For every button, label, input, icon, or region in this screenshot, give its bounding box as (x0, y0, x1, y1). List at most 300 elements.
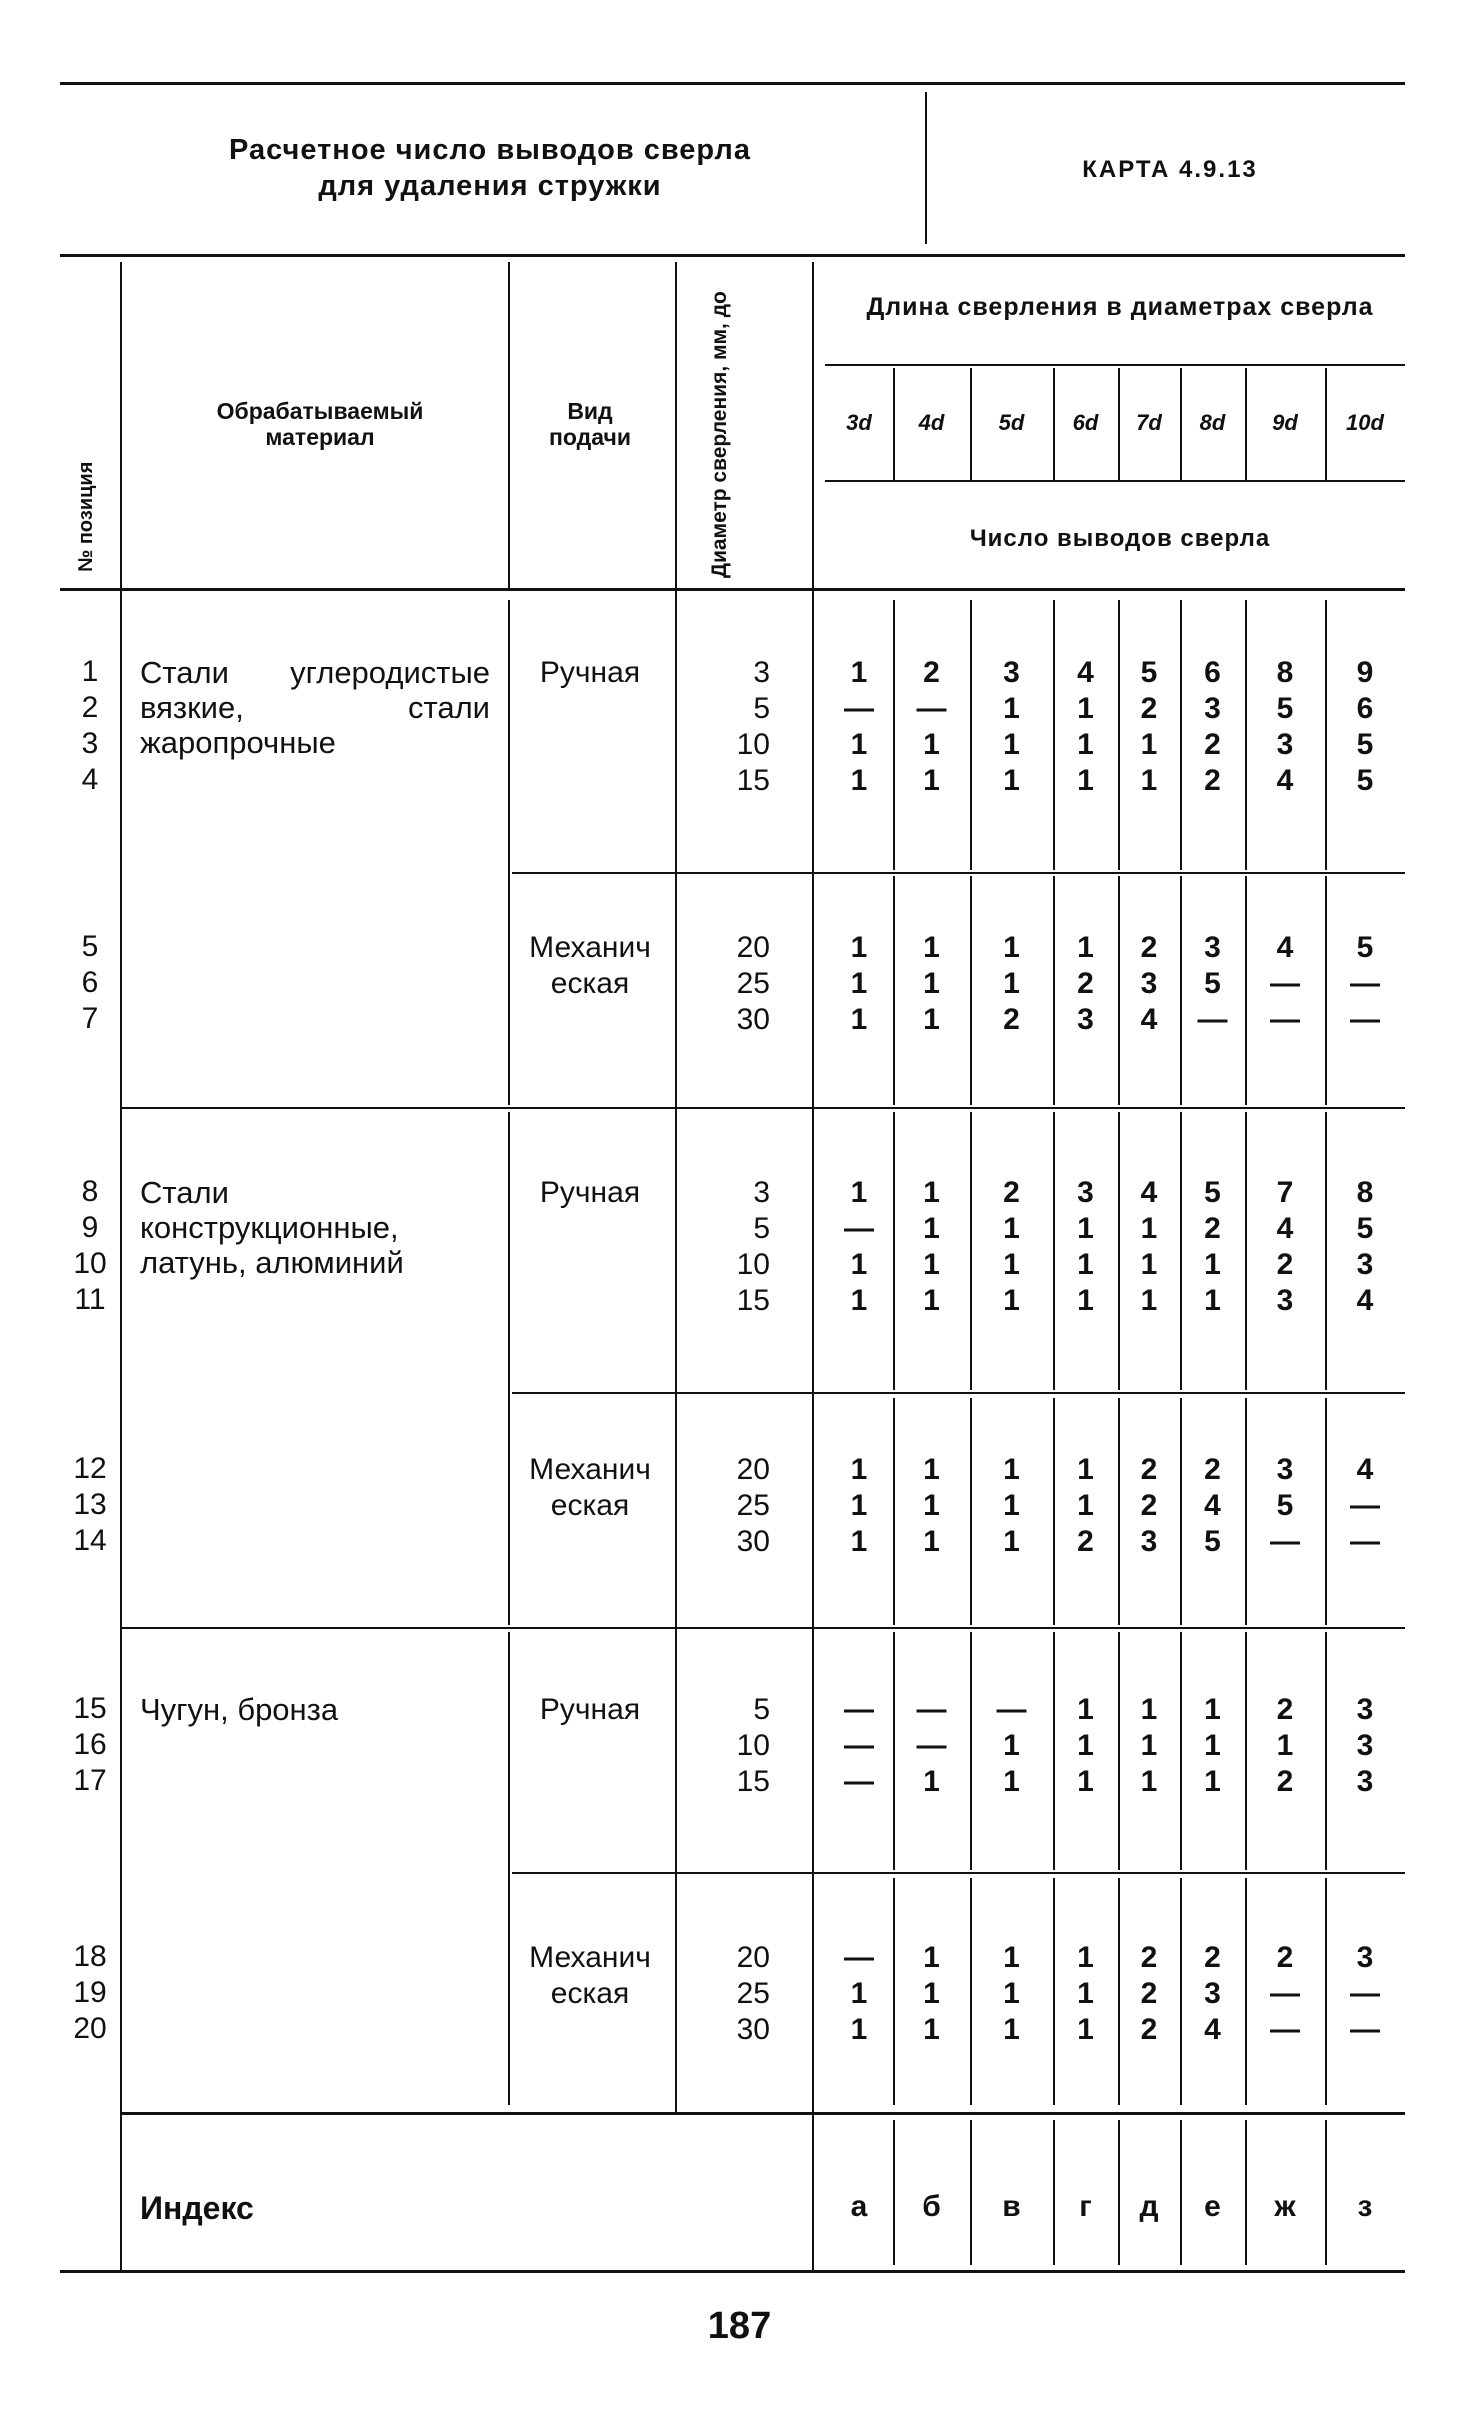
drill-count-value: 2 (1140, 1489, 1158, 1522)
diameter-value: 3 (753, 656, 770, 689)
drill-count-value: 2 (1140, 692, 1158, 725)
position-number: 12 (73, 1452, 107, 1485)
position-number: 11 (74, 1283, 106, 1316)
drill-count-value: — (1350, 967, 1380, 1000)
drill-count-value: — (844, 692, 874, 725)
diameter-value: 20 (736, 1453, 770, 1486)
position-number: 3 (81, 727, 99, 760)
drill-count-value: 1 (1077, 1765, 1094, 1798)
drill-count-value: 1 (1003, 1525, 1020, 1558)
drill-count-value: 1 (1077, 1453, 1094, 1486)
drill-count-value: 1 (1204, 1729, 1221, 1762)
position-number: 7 (81, 1002, 99, 1035)
value-col-separator (1245, 600, 1247, 870)
drill-count-value: 2 (1077, 1525, 1094, 1558)
length-col-separator (1325, 368, 1327, 480)
position-column-rule (120, 262, 122, 2272)
drill-count-value: 1 (923, 1941, 940, 1974)
feed-type-cell: Механическая (529, 1941, 651, 2010)
drill-count-value: 2 (1140, 1453, 1158, 1486)
value-col-separator (1118, 1878, 1120, 2105)
diameter-value: 25 (736, 1977, 770, 2010)
drill-count-value: 2 (923, 656, 940, 689)
drill-count-value: — (1350, 1977, 1380, 2010)
drill-count-value: 1 (850, 1176, 868, 1209)
drill-count-value: — (844, 1212, 874, 1245)
position-number: 16 (73, 1728, 107, 1761)
drill-count-value: 1 (923, 1176, 940, 1209)
drill-count-value: 4 (1276, 931, 1294, 964)
drill-count-value: 3 (1204, 692, 1221, 725)
diameter-value: 20 (736, 931, 770, 964)
drill-count-value: 1 (1204, 1765, 1221, 1798)
length-col-header: 9d (1272, 410, 1298, 435)
drill-count-value: 1 (923, 1453, 940, 1486)
drill-count-value: 5 (1204, 1176, 1221, 1209)
drill-count-value: 1 (1077, 728, 1094, 761)
drill-count-value: 1 (1077, 1977, 1094, 2010)
index-value: г (1079, 2190, 1092, 2223)
position-number: 19 (73, 1976, 107, 2009)
subgroup-rule (512, 1872, 1405, 1874)
drill-count-value: 2 (1003, 1003, 1020, 1036)
drill-count-value: 1 (1003, 967, 1020, 1000)
drill-count-value: 1 (1140, 1765, 1158, 1798)
drill-count-value: 4 (1140, 1176, 1158, 1209)
drill-count-value: — (1350, 1525, 1380, 1558)
title-divider (925, 92, 927, 244)
drill-count-value: 2 (1077, 967, 1094, 1000)
drill-count-value: — (1270, 967, 1300, 1000)
diameter-value: 15 (736, 1765, 770, 1798)
drill-count-value: 3 (1276, 728, 1294, 761)
drill-count-value: 3 (1356, 1729, 1374, 1762)
diameter-value: 5 (753, 692, 770, 725)
drill-count-value: 3 (1003, 656, 1020, 689)
drill-count-value: 2 (1140, 1941, 1158, 1974)
drill-count-value: — (1350, 1489, 1380, 1522)
value-col-separator (1180, 1112, 1182, 1390)
drill-count-value: — (844, 1765, 874, 1798)
index-value: е (1204, 2190, 1221, 2223)
drill-count-value: 1 (1077, 1941, 1094, 1974)
drill-count-value: 1 (850, 931, 868, 964)
drill-count-value: 1 (923, 1525, 940, 1558)
index-col-separator (1180, 2120, 1182, 2265)
position-number: 17 (73, 1764, 107, 1797)
drill-count-value: 5 (1204, 1525, 1221, 1558)
feed-type-cell: Ручная (539, 656, 641, 689)
drill-count-value: 4 (1276, 1212, 1294, 1245)
length-col-separator (1180, 368, 1182, 480)
drill-count-value: 1 (1077, 1284, 1094, 1317)
bottom-rule (60, 2270, 1405, 2273)
value-col-separator (970, 1878, 972, 2105)
drill-count-value: 5 (1276, 1489, 1294, 1522)
value-col-separator (970, 1398, 972, 1625)
drill-count-value: 1 (1140, 1284, 1158, 1317)
drill-count-value: 1 (1077, 692, 1094, 725)
drill-count-value: — (844, 1693, 874, 1726)
material-cell: Стали конструкционные, латунь, алюминий (140, 1175, 404, 1280)
diameter-value: 5 (753, 1212, 770, 1245)
drill-count-value: — (916, 1693, 947, 1726)
position-number: 14 (73, 1524, 107, 1557)
drill-count-value: 3 (1356, 1765, 1374, 1798)
drill-count-value: 3 (1356, 1248, 1374, 1281)
feed-type-cell: Механическая (529, 931, 651, 1000)
drill-count-value: 1 (923, 1489, 940, 1522)
diameter-value: 25 (736, 1489, 770, 1522)
position-number: 4 (81, 763, 99, 796)
drill-count-value: — (1270, 1525, 1300, 1558)
drill-count-value: 1 (1140, 1729, 1158, 1762)
drill-count-value: 1 (850, 967, 868, 1000)
value-col-separator (1053, 1632, 1055, 1870)
drill-count-value: 1 (1003, 692, 1020, 725)
value-col-separator (1245, 1398, 1247, 1625)
value-col-separator (1118, 1632, 1120, 1870)
drill-count-value: 1 (850, 1284, 868, 1317)
length-col-separator (970, 368, 972, 480)
drill-count-value: 1 (1276, 1729, 1294, 1762)
length-col-separator (893, 368, 895, 480)
drill-count-value: 1 (850, 1977, 868, 2010)
drill-count-value: 2 (1204, 1212, 1221, 1245)
index-col-separator (970, 2120, 972, 2265)
position-number: 15 (73, 1692, 107, 1725)
value-col-separator (1118, 1112, 1120, 1390)
drill-count-value: 1 (923, 1284, 940, 1317)
drill-count-value: 1 (923, 1212, 940, 1245)
drill-count-value: 1 (1003, 931, 1020, 964)
card-number: КАРТА 4.9.13 (1082, 156, 1258, 183)
drill-count-value: 2 (1140, 931, 1158, 964)
index-label: Индекс (140, 2190, 254, 2226)
value-col-separator (970, 600, 972, 870)
drill-count-value: 2 (1204, 1941, 1221, 1974)
value-col-separator (893, 1632, 895, 1870)
index-col-separator (1325, 2120, 1327, 2265)
index-col-separator (1118, 2120, 1120, 2265)
drill-count-value: — (1270, 1003, 1300, 1036)
drill-count-value: 3 (1356, 1941, 1374, 1974)
value-col-separator (1325, 1398, 1327, 1625)
drill-count-value: 5 (1276, 692, 1294, 725)
value-col-separator (1325, 1632, 1327, 1870)
value-col-separator (1118, 1398, 1120, 1625)
drill-count-value: 5 (1356, 764, 1374, 797)
drill-count-value: 4 (1276, 764, 1294, 797)
feed-type-cell: Ручная (539, 1176, 641, 1209)
value-col-separator (1053, 1112, 1055, 1390)
drill-count-value: 5 (1356, 931, 1374, 964)
drill-count-value: 1 (1140, 1693, 1158, 1726)
drill-count-value: 1 (923, 728, 940, 761)
position-header: № позиция (75, 461, 97, 572)
material-cell: Стали углеродистые вязкие, стали жаропрочные (140, 655, 490, 760)
drill-count-value: 1 (1140, 1212, 1158, 1245)
drill-count-value: 2 (1204, 728, 1221, 761)
drill-count-value: — (996, 1693, 1027, 1726)
drill-count-value: 4 (1356, 1284, 1374, 1317)
drill-count-value: 1 (850, 656, 868, 689)
value-col-separator (1180, 1398, 1182, 1625)
diameter-value: 15 (736, 1284, 770, 1317)
drill-count-value: 1 (1077, 764, 1094, 797)
value-col-separator (893, 1878, 895, 2105)
drill-count-value: 1 (1204, 1284, 1221, 1317)
drill-count-value: — (1197, 1003, 1228, 1036)
drill-count-value: 1 (1003, 1284, 1020, 1317)
count-label: Число выводов сверла (969, 525, 1271, 552)
length-col-header: 8d (1199, 410, 1226, 435)
diameter-value: 30 (736, 1525, 770, 1558)
drill-count-value: 1 (850, 1525, 868, 1558)
diameter-value: 10 (736, 1729, 770, 1762)
title-line-1: Расчетное число выводов сверла (229, 134, 751, 166)
drill-count-value: 1 (1003, 728, 1020, 761)
index-value: ж (1274, 2190, 1296, 2223)
value-col-separator (893, 600, 895, 870)
index-value: а (850, 2190, 868, 2223)
value-col-separator (893, 876, 895, 1105)
drill-count-value: 2 (1140, 1977, 1158, 2010)
value-col-separator (1180, 876, 1182, 1105)
drill-count-value: 2 (1204, 1453, 1221, 1486)
drill-count-value: 1 (1003, 1489, 1020, 1522)
drill-count-value: 3 (1204, 931, 1221, 964)
length-col-separator (1118, 368, 1120, 480)
drill-count-value: 3 (1140, 1525, 1158, 1558)
drill-count-value: 1 (1204, 1693, 1221, 1726)
index-col-separator (1245, 2120, 1247, 2265)
diameter-value: 3 (753, 1176, 770, 1209)
position-number: 6 (81, 966, 99, 999)
position-number: 20 (73, 2012, 107, 2045)
value-col-separator (1325, 1878, 1327, 2105)
diameter-column-rule (812, 262, 814, 2272)
value-col-separator (1053, 1878, 1055, 2105)
position-number: 13 (73, 1488, 107, 1521)
value-col-separator (1325, 600, 1327, 870)
diameter-value: 10 (736, 728, 770, 761)
subgroup-rule (512, 1392, 1405, 1394)
drill-count-value: 2 (1204, 764, 1221, 797)
feed-column-rule (675, 262, 677, 2112)
value-col-separator (970, 1112, 972, 1390)
drill-count-value: 2 (1140, 2013, 1158, 2046)
drill-count-value: — (844, 1941, 874, 1974)
drill-count-value: 1 (850, 2013, 868, 2046)
value-col-separator (1053, 876, 1055, 1105)
length-col-header: 5d (998, 410, 1025, 435)
drill-count-value: 1 (1077, 1489, 1094, 1522)
drill-count-value: 1 (1077, 1248, 1094, 1281)
position-number: 8 (81, 1175, 99, 1208)
drill-count-value: 2 (1276, 1941, 1294, 1974)
top-rule (60, 82, 1405, 85)
length-sub-rule (825, 480, 1405, 482)
drill-count-value: 5 (1356, 728, 1374, 761)
drill-count-value: 1 (850, 728, 868, 761)
drill-count-value: 1 (1204, 1248, 1221, 1281)
subgroup-rule (512, 872, 1405, 874)
drill-count-value: 1 (850, 1453, 868, 1486)
drill-count-value: — (1350, 2013, 1380, 2046)
length-col-header: 7d (1136, 410, 1162, 435)
drill-count-value: 1 (850, 1489, 868, 1522)
value-col-separator (893, 1398, 895, 1625)
drill-count-value: 1 (1077, 2013, 1094, 2046)
drill-count-value: 1 (1003, 2013, 1020, 2046)
drill-count-value: 1 (923, 1765, 940, 1798)
value-col-separator (1118, 876, 1120, 1105)
value-col-separator (1118, 600, 1120, 870)
value-col-separator (1245, 1878, 1247, 2105)
index-col-separator (1053, 2120, 1055, 2265)
drill-count-value: 1 (1003, 1941, 1020, 1974)
drill-count-value: 1 (1003, 1765, 1020, 1798)
drill-count-value: 2 (1276, 1693, 1294, 1726)
value-col-separator (1053, 600, 1055, 870)
drill-count-value: 3 (1356, 1693, 1374, 1726)
drill-count-value: — (1350, 1003, 1380, 1036)
drill-count-value: 1 (1003, 1729, 1020, 1762)
length-col-header: 6d (1072, 410, 1099, 435)
drill-count-value: 1 (1077, 931, 1094, 964)
length-group-header: Длина сверления в диаметрах сверла (866, 293, 1374, 321)
value-col-separator (1180, 1878, 1182, 2105)
feed-type-cell: Ручная (539, 1693, 641, 1726)
index-col-separator (893, 2120, 895, 2265)
drill-count-value: 9 (1356, 656, 1374, 689)
diameter-value: 10 (736, 1248, 770, 1281)
drill-count-value: 3 (1077, 1003, 1094, 1036)
drill-count-value: 1 (1140, 764, 1158, 797)
diameter-value: 25 (736, 967, 770, 1000)
value-col-separator (1180, 1632, 1182, 1870)
drill-count-value: 1 (1140, 728, 1158, 761)
drill-count-value: — (916, 1729, 947, 1762)
value-col-separator (970, 876, 972, 1105)
drill-count-value: 3 (1077, 1176, 1094, 1209)
drill-count-value: 3 (1276, 1453, 1294, 1486)
table-title (60, 132, 920, 204)
header-bottom-rule (60, 588, 1405, 591)
drill-count-value: 5 (1140, 656, 1158, 689)
drill-count-value: 1 (1077, 1693, 1094, 1726)
value-col-separator (1245, 876, 1247, 1105)
position-number: 18 (73, 1940, 107, 1973)
drill-count-value: 1 (923, 764, 940, 797)
drill-count-value: 8 (1276, 656, 1294, 689)
material-column-rule (508, 600, 510, 1105)
drill-count-value: 8 (1356, 1176, 1374, 1209)
length-col-header: 3d (846, 410, 872, 435)
drill-count-value: 1 (1003, 1248, 1020, 1281)
drill-count-value: 3 (1204, 1977, 1221, 2010)
drill-count-value: 1 (923, 967, 940, 1000)
position-number: 1 (81, 655, 99, 688)
material-header: Обрабатываемый материал (216, 398, 424, 450)
index-value: в (1002, 2190, 1021, 2223)
material-column-rule-header (508, 262, 510, 588)
drill-count-value: — (1270, 2013, 1300, 2046)
value-col-separator (970, 1632, 972, 1870)
material-column-rule (508, 1632, 510, 2105)
drill-count-value: 1 (923, 1003, 940, 1036)
value-col-separator (1325, 876, 1327, 1105)
drill-count-value: 1 (1003, 764, 1020, 797)
value-col-separator (1180, 600, 1182, 870)
page-number: 187 (707, 2305, 772, 2347)
drill-count-value: 2 (1003, 1176, 1020, 1209)
drill-count-value: — (844, 1729, 874, 1762)
drill-count-value: 3 (1276, 1284, 1294, 1317)
group-rule (120, 1627, 1405, 1629)
drill-count-value: 4 (1356, 1453, 1374, 1486)
drill-count-value: 1 (850, 1248, 868, 1281)
length-col-separator (1053, 368, 1055, 480)
index-top-rule (120, 2112, 1405, 2115)
diameter-header: Диаметр сверления, мм, до (708, 291, 731, 578)
length-col-header: 10d (1346, 410, 1384, 435)
diameter-value: 15 (736, 764, 770, 797)
drill-count-value: 4 (1204, 2013, 1221, 2046)
diameter-value: 30 (736, 1003, 770, 1036)
drill-count-value: 1 (1077, 1212, 1094, 1245)
drill-count-value: 1 (1003, 1212, 1020, 1245)
length-col-header: 4d (918, 410, 945, 435)
value-col-separator (1245, 1632, 1247, 1870)
drill-count-value: — (916, 692, 947, 725)
length-group-rule (825, 364, 1405, 366)
drill-count-value: 2 (1276, 1248, 1294, 1281)
drill-count-value: 1 (923, 1977, 940, 2010)
drill-count-value: 1 (923, 2013, 940, 2046)
position-number: 2 (81, 691, 99, 724)
drill-count-value: 1 (1140, 1248, 1158, 1281)
title-line-2: для удаления стружки (318, 170, 662, 202)
feed-type-cell: Механическая (529, 1453, 651, 1522)
drill-count-value: 1 (1003, 1977, 1020, 2010)
drill-count-value: 5 (1356, 1212, 1374, 1245)
drill-count-value: 7 (1276, 1176, 1294, 1209)
drill-count-value: 1 (850, 1003, 868, 1036)
drill-count-value: 6 (1204, 656, 1221, 689)
drill-count-value: 4 (1077, 656, 1094, 689)
drill-count-value: 1 (923, 931, 940, 964)
drill-count-value: 6 (1356, 692, 1374, 725)
drill-count-value: 3 (1140, 967, 1158, 1000)
value-col-separator (1245, 1112, 1247, 1390)
position-number: 10 (73, 1247, 107, 1280)
length-col-separator (1245, 368, 1247, 480)
diameter-value: 20 (736, 1941, 770, 1974)
drill-count-value: 2 (1276, 1765, 1294, 1798)
drill-count-value: — (1270, 1977, 1300, 2010)
drill-count-value: 1 (850, 764, 868, 797)
drill-count-value: 1 (923, 1248, 940, 1281)
value-col-separator (1053, 1398, 1055, 1625)
value-col-separator (1325, 1112, 1327, 1390)
value-col-separator (893, 1112, 895, 1390)
position-number: 5 (81, 930, 99, 963)
drill-count-value: 5 (1204, 967, 1221, 1000)
drill-count-value: 1 (1077, 1729, 1094, 1762)
diameter-value: 30 (736, 2013, 770, 2046)
